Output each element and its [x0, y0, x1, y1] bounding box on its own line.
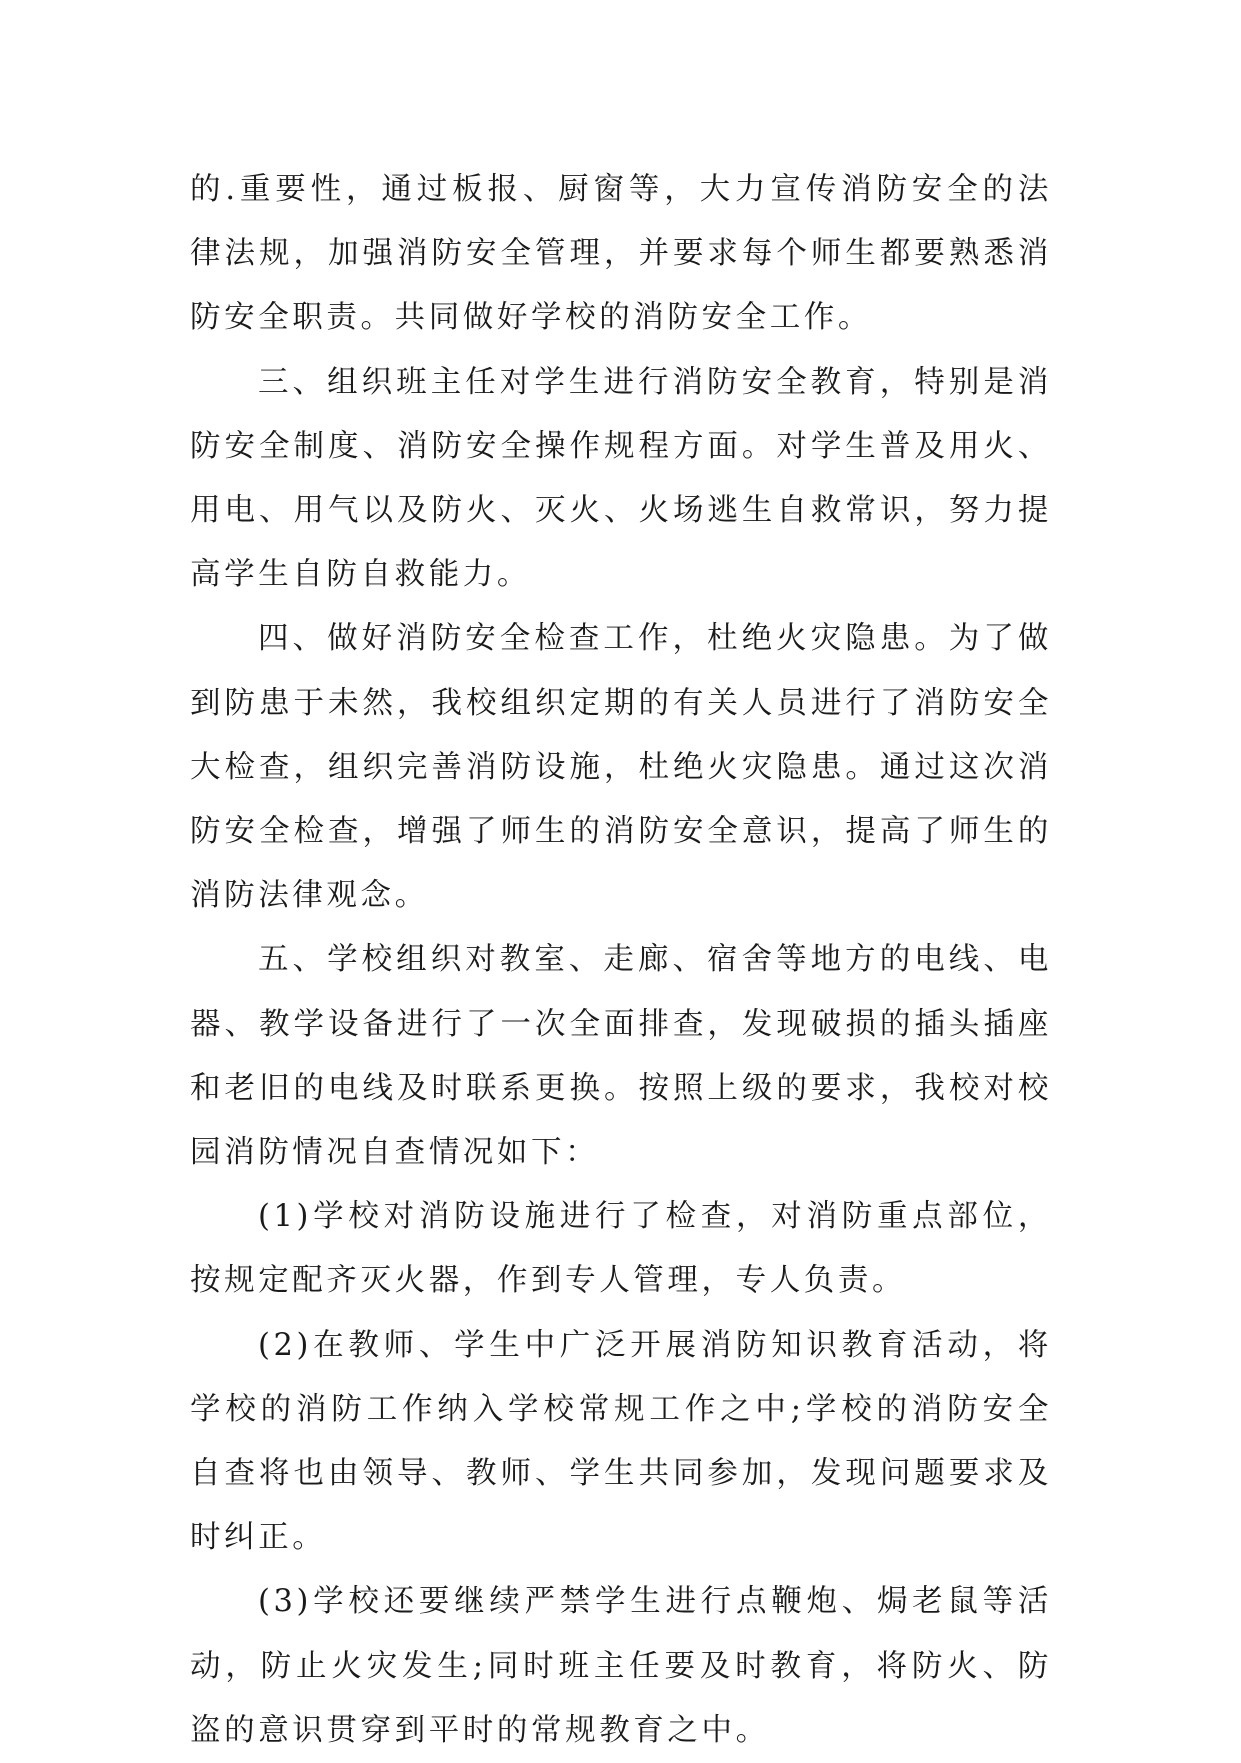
paragraph-section-five: 五、学校组织对教室、走廊、宿舍等地方的电线、电器、教学设备进行了一次全面排查，发现破损的插头插座和老旧的电线及时联系更换。按照上级的要求，我校对校园消防情况自查情况如下：	[190, 942, 1052, 1171]
paragraph-section-four: 四、做好消防安全检查工作，杜绝火灾隐患。为了做到防患于未然，我校组织定期的有关人员进行了消防安全大检查，组织完善消防设施，杜绝火灾隐患。通过这次消防安全检查，增强了师生的消防安全意识，提高了师生的消防法律观念。	[190, 621, 1052, 914]
paragraph-item-2: (2)在教师、学生中广泛开展消防知识教育活动，将学校的消防工作纳入学校常规工作之中;学校的消防安全自查将也由领导、教师、学生共同参加，发现问题要求及时纠正。	[190, 1327, 1052, 1556]
paragraph-item-3: (3)学校还要继续严禁学生进行点鞭炮、焗老鼠等活动，防止火灾发生;同时班主任要及时教育，将防火、防盗的意识贯穿到平时的常规教育之中。	[190, 1584, 1052, 1748]
paragraph-continuation: 的.重要性，通过板报、厨窗等，大力宣传消防安全的法律法规，加强消防安全管理，并要求每个师生都要熟悉消防安全职责。共同做好学校的消防安全工作。	[190, 172, 1052, 336]
document-body	[190, 158, 1052, 1763]
paragraph-section-three: 三、组织班主任对学生进行消防安全教育，特别是消防安全制度、消防安全操作规程方面。对学生普及用火、用电、用气以及防火、灭火、火场逃生自救常识，努力提高学生自防自救能力。	[190, 364, 1052, 593]
paragraph-item-1: (1)学校对消防设施进行了检查，对消防重点部位，按规定配齐灭火器，作到专人管理，专人负责。	[190, 1199, 1052, 1299]
